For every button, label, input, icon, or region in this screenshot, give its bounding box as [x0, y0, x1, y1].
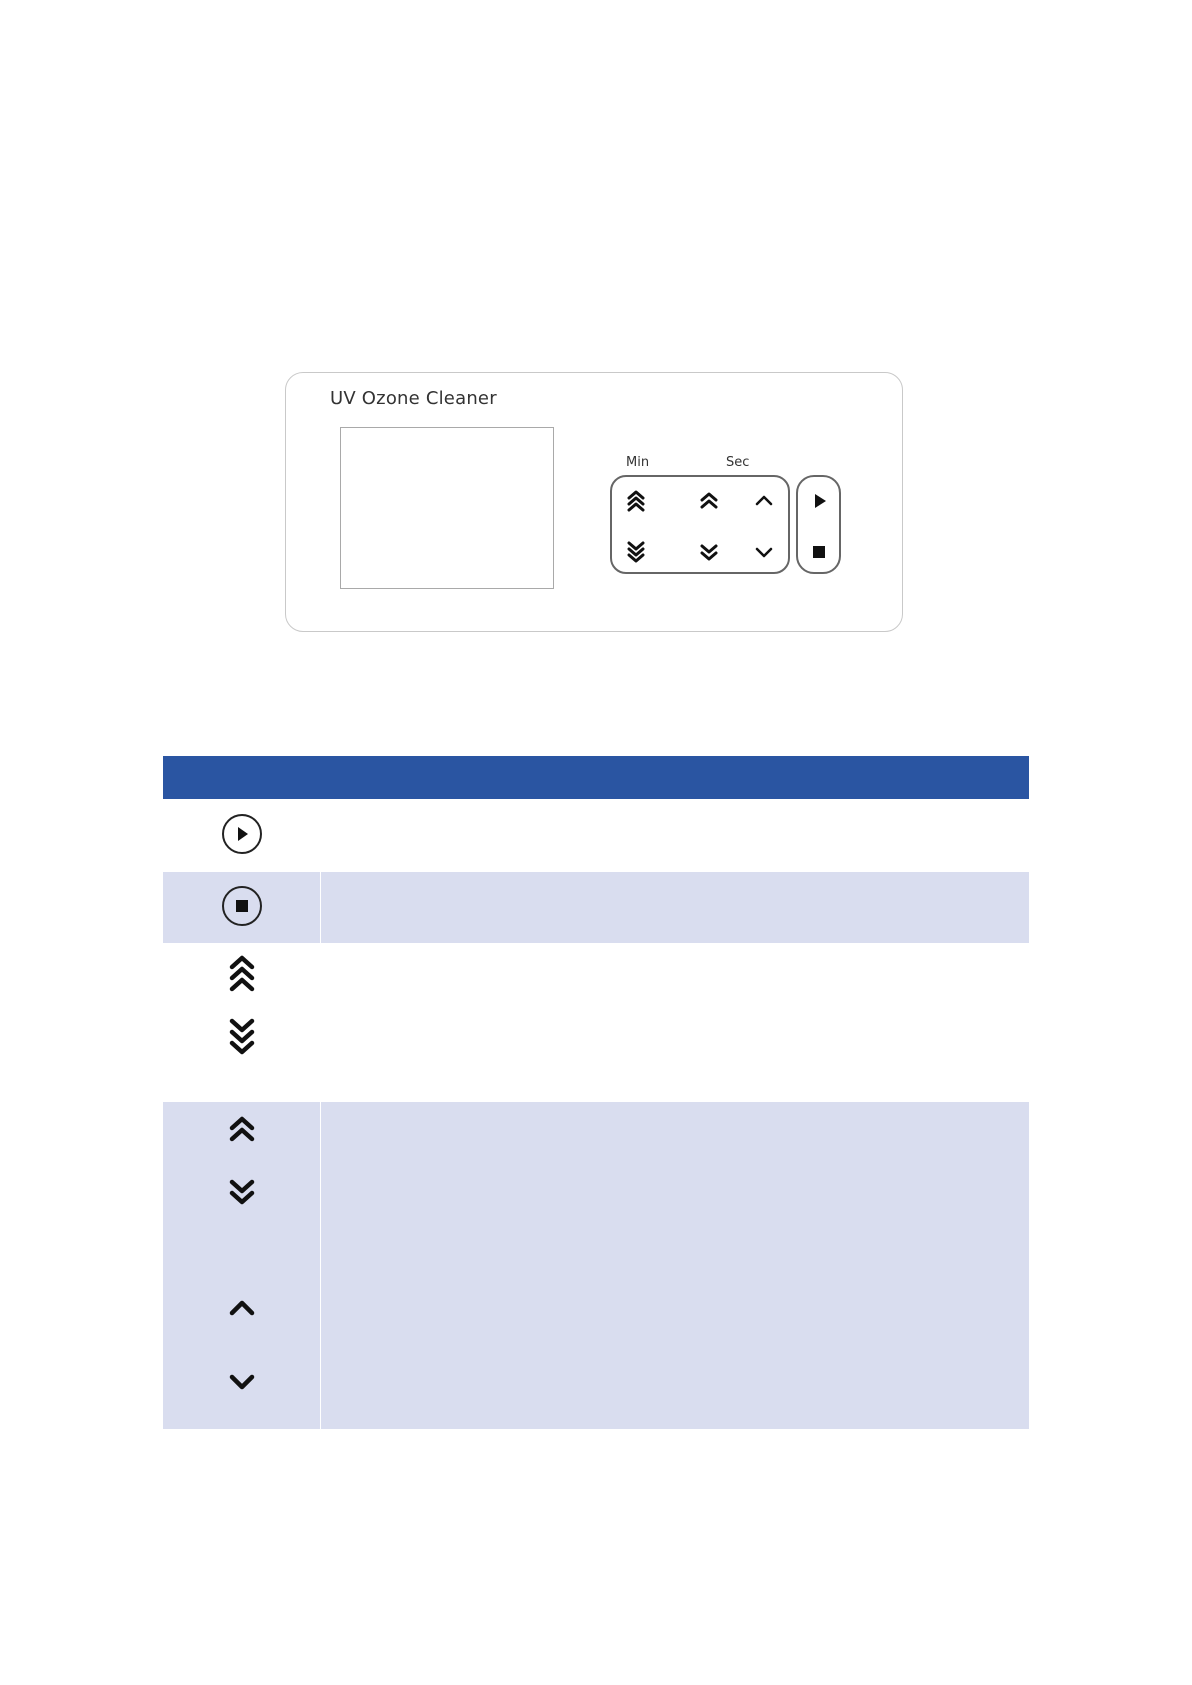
- double-chevron-down-icon: [696, 539, 722, 565]
- icon-cell: [163, 1102, 321, 1429]
- sec-up-button[interactable]: [751, 488, 777, 514]
- stop-circle-icon: [220, 884, 264, 928]
- min-up-button[interactable]: [623, 488, 649, 514]
- stop-icon: [806, 539, 832, 565]
- panel-title: UV Ozone Cleaner: [330, 388, 497, 409]
- table-header: [163, 756, 1029, 799]
- lcd-display: [340, 427, 554, 589]
- triple-chevron-down-icon: [623, 539, 649, 565]
- double-chevron-down-icon: [220, 1170, 264, 1214]
- sec-down-button[interactable]: [751, 539, 777, 565]
- double-chevron-up-icon: [220, 1107, 264, 1151]
- sec-label: Sec: [726, 455, 750, 470]
- table-row: [163, 799, 1029, 872]
- play-circle-icon: [220, 812, 264, 856]
- chevron-down-icon: [751, 539, 777, 565]
- icon-cell: [163, 943, 321, 1102]
- sec-fast-up-button[interactable]: [696, 488, 722, 514]
- icon-cell: [163, 872, 321, 943]
- triple-chevron-up-icon: [623, 488, 649, 514]
- table-row: [163, 872, 1029, 943]
- header-cell-description: [321, 756, 331, 799]
- double-chevron-up-icon: [696, 488, 722, 514]
- icon-cell: [163, 799, 321, 872]
- table-row: [163, 943, 1029, 1102]
- header-cell-icon: [163, 756, 321, 799]
- min-down-button[interactable]: [623, 539, 649, 565]
- chevron-up-icon: [220, 1286, 264, 1330]
- device-front-panel: [285, 372, 903, 632]
- description-cell: [321, 872, 1029, 943]
- play-icon: [806, 488, 832, 514]
- description-cell: [321, 799, 1029, 872]
- min-label: Min: [626, 455, 650, 470]
- table-row: [163, 1102, 1029, 1429]
- chevron-up-icon: [751, 488, 777, 514]
- sec-fast-down-button[interactable]: [696, 539, 722, 565]
- stop-button[interactable]: [806, 539, 832, 565]
- start-button[interactable]: [806, 488, 832, 514]
- run-keypad: [796, 475, 841, 574]
- triple-chevron-up-icon: [220, 952, 264, 996]
- button-description-table: [163, 756, 1029, 1429]
- time-keypad: [610, 475, 790, 574]
- triple-chevron-down-icon: [220, 1014, 264, 1058]
- chevron-down-icon: [220, 1360, 264, 1404]
- description-cell: [321, 1102, 1029, 1429]
- description-cell: [321, 943, 1029, 1102]
